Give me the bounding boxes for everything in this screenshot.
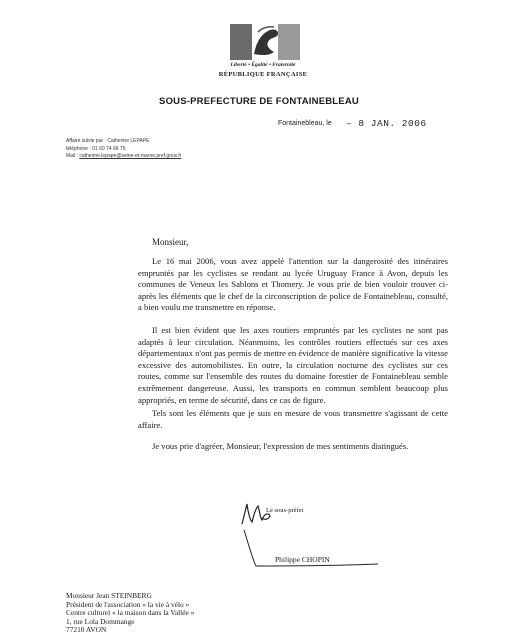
contact-phone: téléphone : 01 60 74 66 75: [66, 145, 126, 152]
recipient-city: 77210 AVON: [66, 625, 107, 635]
date-stamp: – 8 JAN. 2006: [346, 118, 427, 129]
marianne-logo-icon: [230, 24, 300, 60]
contact-mail: [66, 153, 181, 161]
recipient-name: Monsieur Jean STEINBERG: [66, 591, 152, 600]
letter-paragraph-2: Il est bien évident que les axes routiers empruntés par les cyclistes ne sont pas adaptés à leur circulation. Néanmoins, les contrôles routiers effectués sur ces axes départementaux n'ont pas permis de mettre en évidence de manière significative la vitesse excessive des automobilistes. En outre, la circulation nocturne des cyclistes sur ces routes, comme sur l'ensemble des routes du domaine forestier de Fontainebleau semble extrêmement dangereuse. Aussi, les transports en commun semblent beaucoup plus appropriés, en terme de sécurité, dans ce cas de figure.: [138, 325, 448, 405]
contact-mail-link[interactable]: catherine.lepape@seine-et-marne.pref.gouv.fr: [79, 153, 182, 159]
recipient-role: Président de l'association « la vie à vélo »: [66, 599, 190, 609]
letter-paragraph-4: Je vous prie d'agréer, Monsieur, l'expression de mes sentiments distingués.: [152, 441, 409, 451]
office-title: SOUS-PREFECTURE DE FONTAINEBLEAU: [159, 96, 359, 107]
republic-name: RÉPUBLIQUE FRANÇAISE: [218, 71, 308, 78]
signatory-title: Le sous-préfet: [266, 507, 304, 514]
salutation: Monsieur,: [152, 237, 189, 247]
date-place: Fontainebleau, le: [278, 120, 332, 127]
signatory-name: Philippe CHOPIN: [275, 555, 330, 564]
contact-mail-label: Mail :: [66, 153, 80, 159]
recipient-organization: Centre culturel « la maison dans la Vallée »: [66, 608, 195, 618]
contact-case-officer: Affaire suivie par : Catherine LEPAPE: [66, 138, 150, 144]
republic-motto: Liberté • Égalité • Fraternité: [230, 62, 296, 68]
republique-francaise-logo: [208, 24, 318, 86]
recipient-street: 1, rue Lola Dommange: [66, 616, 135, 626]
letter-paragraph-3: Tels sont les éléments que je suis en mesure de vous transmettre s'agissant de cette affaire.: [138, 408, 448, 430]
recipient-address: [66, 592, 194, 635]
letter-paragraph-1: Le 16 mai 2006, vous avez appelé l'attention sur la dangerosité des itinéraires empruntés par les cyclistes se rendant au lycée Uruguay France à Avon, depuis les communes de Veneux les Sablons et Thomery. Je vous prie de bien vouloir trouver ci-après les éléments que le chef de la circonscription de police de Fontainebleau, consulté, a bien voulu me transmettre en réponse.: [138, 256, 448, 313]
contact-block: [66, 138, 181, 161]
